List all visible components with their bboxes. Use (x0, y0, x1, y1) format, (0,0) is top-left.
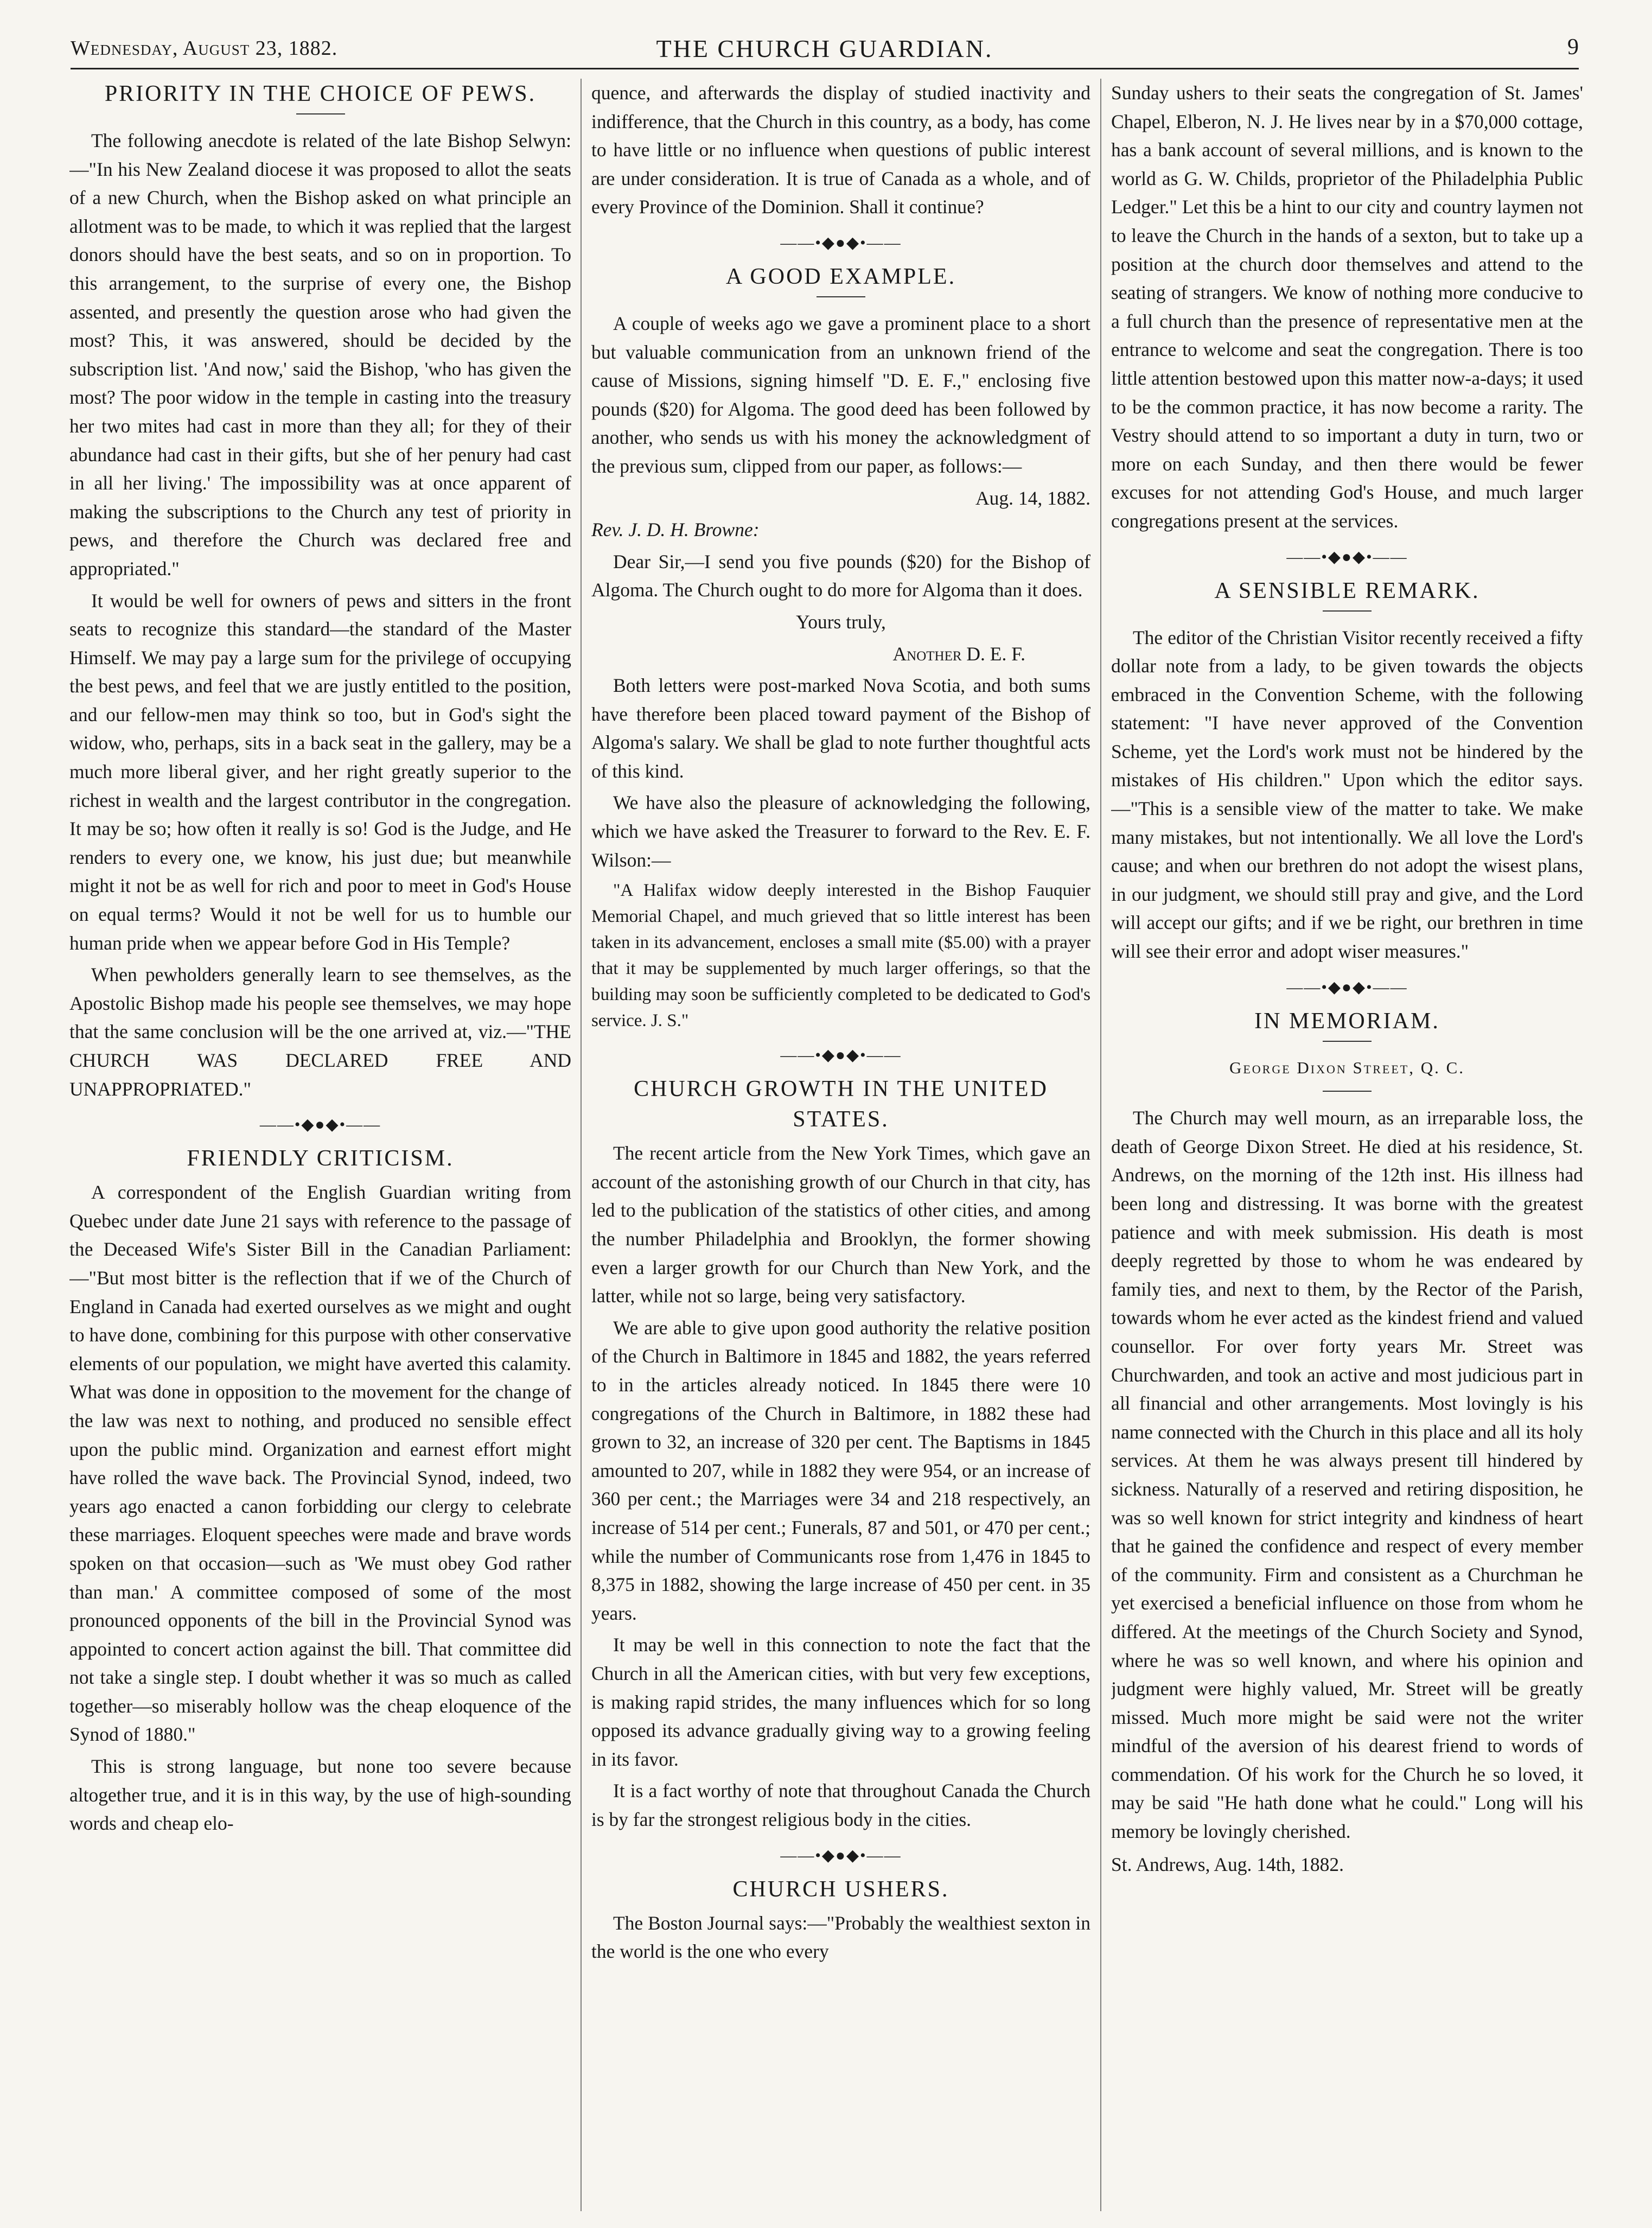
paragraph: The Boston Journal says:—"Probably the wealthiest sexton in the world is the one who every (591, 1912, 1090, 1963)
paragraph: quence, and afterwards the display of studied inactivity and indifference, that the Church in this country, as a body, has come to have little or no influence when questions of public interest are under consideration. It is true of Canada as a whole, and of every Province of the Dominion. Shall it continue? (591, 82, 1090, 218)
paragraph: The editor of the Christian Visitor recently received a fifty dollar note from a lady, to be given towards the objects embraced in the Convention Scheme, with the following statement: "I have never approved of the Convention Scheme, yet the Lord's work must not be hindered by the mistakes of His children." Upon which the editor says.—"This is a sensible view of the matter to take. We make many mistakes, but not intentionally. We all love the Lord's cause; and when our brethren do not adopt the wisest plans, in our judgment, we should still pray and give, and the Lord will accept our gifts; and if we be right, our brethren in time will see their error and adopt wiser measures." (1111, 626, 1583, 963)
memorial-subject: George Dixon Street, Q. C. (1229, 1058, 1465, 1077)
section-ornament: ——•◆●◆•—— (1286, 978, 1408, 996)
article-title: CHURCH GROWTH IN THE UNITED STATES. (634, 1077, 1048, 1132)
section-ornament: ——•◆●◆•—— (780, 233, 902, 252)
article-title: A GOOD EXAMPLE. (725, 264, 956, 289)
title-rule (817, 296, 865, 297)
paragraph: The Church may well mourn, as an irreparable loss, the death of George Dixon Street. He died at his residence, St. Andrews, on the morning of the 12th inst. His illness had been long and distressing. It was borne with the greatest patience and with meek submission. His death is most deeply regretted by those to whom he was endeared by family ties, and next to them, by the Rector of the Parish, towards whom he ever acted as the kindest friend and valued counsellor. For over forty years Mr. Street was Churchwarden, and took an active and most judicious part in all financial and other arrangements. Most lovingly is his name connected with the Church in this place and all its holy services. At them he was always present till hindered by sickness. Naturally of a reserved and retiring disposition, he was so well known for strict integrity and kindness of heart that he gained the confidence and respect of every member of the community. Firm and consistent as a Churchman he yet exercised a beneficial influence on those from whom he differed. At the meetings of the Church Society and Synod, where he was so well known, and where his opinion and judgment were highly valued, Mr. Street will be greatly missed. Much more might be said were not the writer mindful of the aversion of his dearest friend to words of commendation. Of his work for the Church he so loved, it may be said "He hath done what he could." Long will his memory be lovingly cherished. (1111, 1107, 1583, 1843)
title-rule (1323, 1041, 1372, 1042)
paragraph: We have also the pleasure of acknowledging the following, which we have asked the Treasurer to forward to the Rev. E. F. Wilson:— (591, 792, 1090, 871)
paragraph: This is strong language, but none too severe because altogether true, and it is in this way, by the use of high-sounding words and cheap elo- (69, 1755, 571, 1835)
column-2 (591, 79, 1090, 2217)
paragraph: It may be well in this connection to note the fact that the Church in all the American cities, with but very few exceptions, is making rapid strides, the many influences which for so long opposed its advance gradually giving way to a growing feeling in its favor. (591, 1634, 1090, 1770)
title-rule (1323, 1091, 1372, 1092)
masthead (71, 30, 1579, 69)
dateline: St. Andrews, Aug. 14th, 1882. (1111, 1853, 1344, 1875)
section-ornament: ——•◆●◆•—— (780, 1046, 902, 1065)
title-rule (1323, 610, 1372, 612)
paragraph: The recent article from the New York Times, which gave an account of the astonishing growth of our Church in that city, has led to the publication of the statistics of other cities, and among the number Philadelphia and Brooklyn, the former showing even a larger growth for our Church than New York, and the latter, while not so large, being very satisfactory. (591, 1142, 1090, 1307)
paragraph: It would be well for owners of pews and sitters in the front seats to recognize this standard—the standard of the Master Himself. We may pay a large sum for the privilege of occupying the best pews, and feel that we are justly entitled to the position, and our fellow-men may think so too, but in God's sight the widow, who, perhaps, sits in a back seat in the gallery, may be a much more liberal giver, and her right greatly superior to the richest in wealth and the largest contributor in the congregation. It may be so; how often it really is so! God is the Judge, and He renders to every one, we know, his just due; but meanwhile might it not be as well for rich and poor to meet in God's House on equal terms? Would it not be well for us to humble our human pride when we appear before God in His Temple? (69, 589, 571, 954)
article-title: CHURCH USHERS. (732, 1876, 949, 1902)
letter-signature: Another D. E. F. (892, 642, 1025, 665)
article-title: PRIORITY IN THE CHOICE OF PEWS. (104, 81, 537, 106)
letter-address: Rev. J. D. H. Browne: (591, 519, 760, 541)
column-1 (69, 79, 571, 2217)
paragraph: The following anecdote is related of the late Bishop Selwyn:—"In his New Zealand diocese it was proposed to allot the seats of a new Church, when the Bishop asked on what principle an allotment was to be made, to which it was replied that the largest donors should have the best seats, and so on in proportion. To this arrangement, to the surprise of every one, the Bishop assented, and presently the question arose who had given the most? This, it was answered, should be decided by the subscription list. 'And now,' said the Bishop, 'who has given the most? The poor widow in the temple in casting into the treasury her two mites had cast in more than they all; for they of their abundance had cast in their gifts, but she of her penury had cast in all her living.' The impossibility was at once apparent of making the subscriptions to the Church any test of priority in pews, and therefore the Church was declared free and appropriated." (69, 130, 571, 580)
quoted-letter: "A Halifax widow deeply interested in the Bishop Fauquier Memorial Chapel, and much grieved that so little interest has been taken in its advancement, encloses a small mite ($5.00) with a prayer that it may be supplemented by much larger offerings, so that the building may soon be sufficiently completed to be dedicated to God's service. J. S." (591, 881, 1090, 1031)
letter-body: Dear Sir,—I send you five pounds ($20) for the Bishop of Algoma. The Church ought to do more for Algoma than it does. (591, 550, 1090, 601)
paragraph: A correspondent of the English Guardian writing from Quebec under date June 21 says with reference to the passage of the Deceased Wife's Sister Bill in the Canadian Parliament:—"But most bitter is the reflection that if we of the Church of England in Canada had exerted ourselves as we might and ought to have done, combining for this purpose with other conservative elements of our population, we might have averted this calamity. What was done in opposition to the movement for the change of the law was next to nothing, and produced no sensible effect upon the public mind. Organization and earnest effort might have rolled the wave back. The Provincial Synod, indeed, two years ago enacted a canon forbidding our clergy to celebrate these marriages. Eloquent speeches were made and brave words spoken on that occasion—such as 'We must obey God rather than man.' A committee composed of some of the most pronounced opponents of the bill in the Provincial Synod was appointed to concert action against the bill. That committee did not take a single step. I doubt whether it was so much as called together—so miserably hollow was the cheap eloquence of the Synod of 1880." (69, 1181, 571, 1746)
article-title: IN MEMORIAM. (1254, 1008, 1440, 1034)
page-number: 9 (1567, 35, 1579, 60)
section-ornament: ——•◆●◆•—— (780, 1846, 902, 1864)
paragraph: Both letters were post-marked Nova Scotia, and both sums have therefore been placed toward payment of the Bishop of Algoma's salary. We shall be glad to note further thoughtful acts of this kind. (591, 674, 1090, 782)
article-title: FRIENDLY CRITICISM. (187, 1146, 454, 1172)
newspaper-title: THE CHURCH GUARDIAN. (656, 35, 993, 62)
section-ornament: ——•◆●◆•—— (1286, 548, 1408, 566)
paragraph: Sunday ushers to their seats the congregation of St. James' Chapel, Elberon, N. J. He lives near by in a $70,000 cottage, has a bank account of several millions, and is known to the world as G. W. Childs, proprietor of the Philadelphia Public Ledger." Let this be a hint to our city and country laymen not to leave the Church in the hands of a sexton, but to take up a position at the church door themselves and attend to the seating of strangers. We know of nothing more conducive to a full church than the presence of representative men at the entrance to welcome and seat the congregation. There is too little attention bestowed upon this matter now-a-days; it used to be the common practice, it has now become a rarity. The Vestry should attend to so important a duty in turn, two or more on each Sunday, and then there would be fewer excuses for not attending God's House, and much larger congregations present at the services. (1111, 82, 1583, 532)
letter-closing: Yours truly, (796, 610, 886, 633)
paragraph: We are able to give upon good authority the relative position of the Church in Baltimore in 1845 and 1882, the years referred to in the articles already noticed. In 1845 there were 10 congregations of the Church in Baltimore, in 1882 these had grown to 32, an increase of 320 per cent. The Baptisms in 1845 amounted to 207, while in 1882 they were 954, or an increase of 360 per cent.; the Marriages were 34 and 218 respectively, an increase of 514 per cent.; Funerals, 87 and 501, or 470 per cent.; while the number of Communicants rose from 1,476 in 1845 to 8,375 in 1882, showing the large increase of 450 per cent. in 35 years. (591, 1316, 1090, 1624)
issue-date: Wednesday, August 23, 1882. (71, 37, 338, 60)
column-rule (581, 79, 582, 2211)
section-ornament: ——•◆●◆•—— (259, 1116, 381, 1134)
paragraph: It is a fact worthy of note that throughout Canada the Church is by far the strongest religious body in the cities. (591, 1780, 1090, 1830)
letter-date: Aug. 14, 1882. (975, 487, 1090, 509)
column-3 (1111, 79, 1583, 2217)
column-rule (1100, 79, 1101, 2211)
paragraph: When pewholders generally learn to see themselves, as the Apostolic Bishop made his people see themselves, we may hope that the same conclusion will be the one arrived at, viz.—"THE CHURCH WAS DECLARED FREE AND UNAPPROPRIATED." (69, 964, 571, 1100)
title-rule (296, 113, 345, 114)
article-title: A SENSIBLE REMARK. (1214, 578, 1480, 603)
paragraph: A couple of weeks ago we gave a prominent place to a short but valuable communication from an unknown friend of the cause of Missions, signing himself "D. E. F.," enclosing five pounds ($20) for Algoma. The good deed has been followed by another, who sends us with his money the acknowledgment of the previous sum, clipped from our paper, as follows:— (591, 312, 1090, 477)
